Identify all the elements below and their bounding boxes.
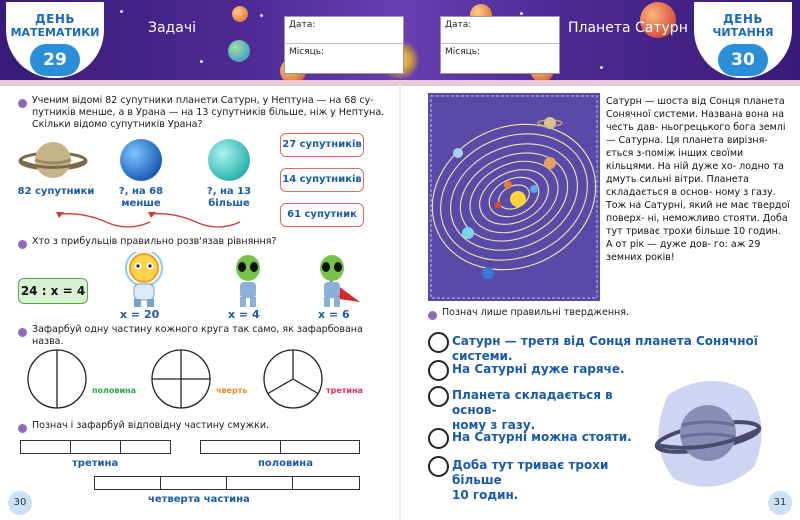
statement-line: Сатурн — третя від Сонця планета Сонячної системи. [452, 334, 758, 363]
reading-day-badge [694, 2, 792, 78]
strip-third-segment[interactable] [20, 440, 71, 454]
uranus-icon [208, 139, 250, 181]
badge-line1: ДЕНЬ [34, 12, 76, 26]
header-banner [0, 0, 800, 84]
task-bullet-icon [18, 99, 27, 108]
strip-third-label: третина [72, 458, 119, 469]
task1-text [32, 95, 392, 131]
statement-4 [452, 458, 652, 503]
quarter-circle[interactable] [150, 348, 212, 410]
right-page-title: Планета Сатурн [568, 20, 688, 36]
third-label: третина [326, 386, 363, 395]
statement-line: 10 годин. [452, 488, 519, 502]
strip-third-segment[interactable] [70, 440, 121, 454]
page-number-left: 30 [8, 491, 32, 515]
left-date-box [284, 16, 404, 74]
neptune-icon [120, 139, 162, 181]
quarter-label: чверть [216, 386, 248, 395]
statement-checkbox-3[interactable] [428, 428, 449, 449]
task1-line3: Скільки відомо супутників Урана? [32, 119, 203, 130]
statement-line: Доба тут триває трохи більше [452, 458, 609, 487]
math-day-badge [6, 2, 104, 78]
alien-icon [228, 252, 268, 308]
left-page-title: Задачі [148, 20, 196, 36]
badge-number: 30 [718, 44, 768, 76]
header-planet-icon [228, 40, 250, 62]
answer-option-0[interactable]: 27 супутників [280, 133, 364, 157]
strip-quarter-segment[interactable] [160, 476, 227, 490]
task-bullet-icon [18, 424, 27, 433]
task1-line1: Ученим відомі 82 супутники планети Сатурн, у Нептуна — на 68 су- [32, 95, 374, 106]
solar-system-illustration [428, 93, 600, 301]
statement-checkbox-1[interactable] [428, 360, 449, 381]
task-bullet-icon [428, 311, 437, 320]
statement-checkbox-4[interactable] [428, 456, 449, 477]
badge-number: 29 [30, 44, 80, 76]
strip-quarter-segment[interactable] [292, 476, 360, 490]
badge-line2: МАТЕМАТИКИ [10, 26, 100, 39]
alien-icon [122, 252, 166, 308]
uranus-label-line2: більше [208, 198, 250, 209]
saturn-satellites-label: 82 супутники [17, 186, 95, 197]
task-bullet-icon [18, 240, 27, 249]
saturn-icon [18, 138, 88, 184]
month-field[interactable] [441, 44, 559, 71]
task3-text: Зафарбуй одну частину кожного круга так само, як зафарбована назва. [32, 324, 363, 347]
month-label: Місяць: [289, 47, 325, 57]
uranus-label-line1: ?, на 13 [206, 186, 252, 197]
strip-third-segment[interactable] [120, 440, 171, 454]
neptune-label-line1: ?, на 68 [118, 186, 164, 197]
answer-x-1[interactable]: x = 4 [228, 308, 260, 321]
strip-quarter-segment[interactable] [226, 476, 293, 490]
badge-line2: ЧИТАННЯ [712, 26, 774, 39]
date-field[interactable] [285, 17, 403, 44]
answer-x-2[interactable]: x = 6 [318, 308, 350, 321]
answer-x-0[interactable]: x = 20 [120, 308, 160, 321]
month-field[interactable] [285, 44, 403, 71]
strip-quarter-label: четверта частина [148, 494, 250, 505]
neptune-label-line2: менше [121, 198, 161, 209]
right-date-box [440, 16, 560, 74]
arrows-icon [50, 208, 250, 234]
task4-text: Познач і зафарбуй відповідну частину смужки. [32, 420, 270, 431]
statement-0 [452, 334, 782, 364]
half-circle[interactable] [26, 348, 88, 410]
answer-option-1[interactable]: 14 супутників [280, 168, 364, 192]
task2-text: Хто з прибульців правильно розв'язав рівняння? [32, 236, 277, 247]
statement-line: ному з газу. [452, 418, 536, 432]
date-label: Дата: [289, 20, 316, 30]
answer-option-2[interactable]: 61 супутник [280, 203, 364, 227]
date-field[interactable] [441, 17, 559, 44]
statement-line: Планета складається в основ- [452, 388, 613, 417]
third-circle[interactable] [262, 348, 324, 410]
statement-1 [452, 362, 652, 377]
statement-checkbox-2[interactable] [428, 386, 449, 407]
saturn-illustration [648, 375, 768, 493]
strip-half-label: половина [258, 458, 313, 469]
statement-line: На Сатурні дуже гаряче. [452, 362, 625, 376]
strip-quarter-segment[interactable] [94, 476, 161, 490]
task1-line2: путників менше, а в Урана — на 13 супутників більше, ніж у Нептуна. [32, 107, 385, 118]
strip-half-segment[interactable] [200, 440, 281, 454]
date-label: Дата: [445, 20, 472, 30]
page-divider [399, 84, 401, 520]
header-planet-icon [232, 6, 248, 22]
neptune-satellites-label [106, 186, 176, 210]
month-label: Місяць: [445, 47, 481, 57]
task-bullet-icon [18, 328, 27, 337]
equation-box: 24 : x = 4 [18, 278, 88, 304]
badge-line1: ДЕНЬ [722, 12, 764, 26]
statement-line: На Сатурні можна стояти. [452, 430, 632, 444]
half-label: половина [92, 386, 136, 395]
strip-half-segment[interactable] [280, 440, 360, 454]
statement-3 [452, 430, 652, 445]
page-number-right: 31 [768, 491, 792, 515]
alien-icon [312, 252, 364, 308]
right-task-text: Познач лише правильні твердження. [442, 307, 629, 318]
statement-2 [452, 388, 652, 433]
uranus-satellites-label [194, 186, 264, 210]
saturn-description: Сатурн — шоста від Сонця планета Сонячної системи. Названа вона на честь дав- ньогрецького бога землі — Сатурна. Ця планета вирізня- ється з-поміж інших своїми кільцями. На ній дуже хо- лодно та дмуть сильні вітри. Планета складається в основ- ному з газу. Тож на Сатурні, який не має твердої поверх- ні, неможливо стояти. Доба тут триває трохи більше 10 годин. А от рік — дуже дов- го: аж 29 земних років! [606, 96, 790, 263]
statement-checkbox-0[interactable] [428, 332, 449, 353]
